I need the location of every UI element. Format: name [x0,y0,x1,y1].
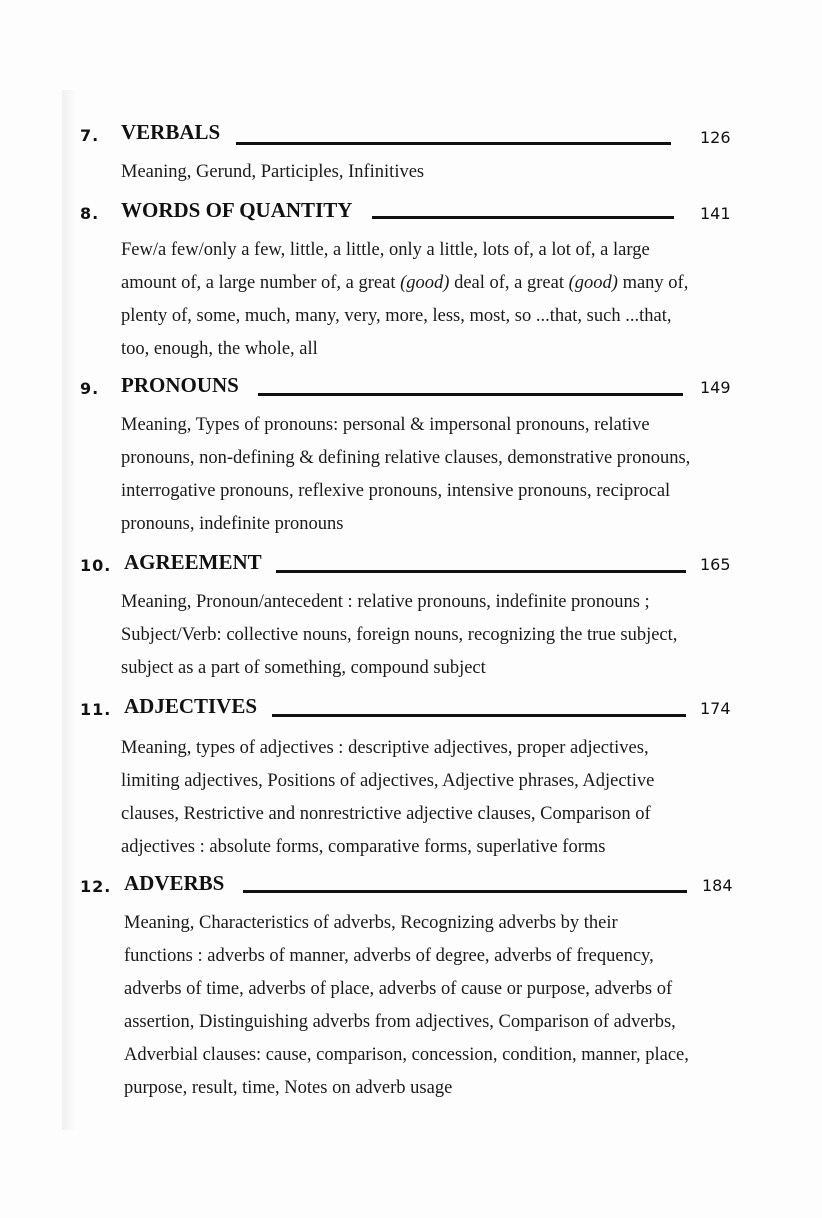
chapter-description [121,234,741,366]
page-number: 149 [700,378,731,397]
description-line: amount of, a large number of, a great [121,273,401,293]
description-line: subject as a part of something, compound subject [121,658,486,678]
description-line: assertion, Distinguishing adverbs from adjectives, Comparison of adverbs, [124,1012,676,1032]
toc-entry-verbals [0,120,822,182]
description-line: Few/a few/only a few, little, a little, only a little, lots of, a lot of, a large [121,240,650,260]
description-line: plenty of, some, much, many, very, more, less, most, so ...that, such ...that, [121,306,672,326]
description-line: many of, [617,273,689,293]
page-gutter-shadow [62,90,76,1130]
leader-rule [276,570,686,573]
leader-rule [243,890,687,893]
chapter-description [124,907,754,1105]
description-line: purpose, result, time, Notes on adverb usage [124,1078,453,1098]
chapter-title: WORDS OF QUANTITY [121,198,353,222]
chapter-number: 8. [80,204,100,223]
description-line: functions : adverbs of manner, adverbs of degree, adverbs of frequency, [124,946,654,966]
description-line: deal of, a great [449,273,569,293]
chapter-title: ADJECTIVES [124,694,258,718]
chapter-description [121,586,741,685]
page-number: 184 [702,876,733,895]
chapter-number: 12. [80,877,112,896]
description-line: clauses, Restrictive and nonrestrictive adjective clauses, Comparison of [121,804,651,824]
description-line: Meaning, types of adjectives : descriptive adjectives, proper adjectives, [121,738,649,758]
description-line: pronouns, non-defining & defining relative clauses, demonstrative pronouns, [121,448,691,468]
toc-heading-row [0,198,822,232]
toc-entry-words-of-quantity [0,198,822,359]
leader-rule [272,714,686,717]
description-line: Meaning, Gerund, Participles, Infinitives [121,162,425,182]
toc-entry-adverbs [0,871,822,1098]
description-line: adjectives : absolute forms, comparative forms, superlative forms [121,837,606,857]
description-line: adverbs of time, adverbs of place, adverbs of cause or purpose, adverbs of [124,979,673,999]
chapter-title: VERBALS [121,120,221,144]
page-number: 174 [700,699,731,718]
description-italic: (good) [400,273,450,293]
toc-heading-row [0,871,822,905]
chapter-description [121,156,741,189]
toc-entry-pronouns [0,373,822,534]
toc-entry-agreement [0,550,822,678]
toc-heading-row [0,550,822,584]
chapter-description [121,732,741,864]
toc-heading-row [0,120,822,154]
description-line: Meaning, Characteristics of adverbs, Recognizing adverbs by their [124,913,618,933]
chapter-number: 10. [80,556,112,575]
page-number: 165 [700,555,731,574]
description-line: pronouns, indefinite pronouns [121,514,344,534]
chapter-number: 9. [80,379,100,398]
leader-rule [258,393,683,396]
chapter-title: AGREEMENT [124,550,262,574]
description-line: Meaning, Pronoun/antecedent : relative pronouns, indefinite pronouns ; [121,592,650,612]
chapter-title: PRONOUNS [121,373,239,397]
description-line: Adverbial clauses: cause, comparison, concession, condition, manner, place, [124,1045,689,1065]
description-line: interrogative pronouns, reflexive pronouns, intensive pronouns, reciprocal [121,481,671,501]
toc-heading-row [0,373,822,407]
page-number: 126 [700,128,731,147]
description-line: Meaning, Types of pronouns: personal & impersonal pronouns, relative [121,415,650,435]
toc-heading-row [0,694,822,728]
leader-rule [236,142,671,145]
chapter-description [121,409,741,541]
leader-rule [372,216,674,219]
description-line: Subject/Verb: collective nouns, foreign nouns, recognizing the true subject, [121,625,678,645]
chapter-number: 7. [80,126,100,145]
description-line: too, enough, the whole, all [121,339,318,359]
chapter-number: 11. [80,700,112,719]
page-number: 141 [700,204,731,223]
chapter-title: ADVERBS [124,871,225,895]
description-italic: (good) [568,273,618,293]
toc-entry-adjectives [0,694,822,857]
description-line: limiting adjectives, Positions of adjectives, Adjective phrases, Adjective [121,771,655,791]
